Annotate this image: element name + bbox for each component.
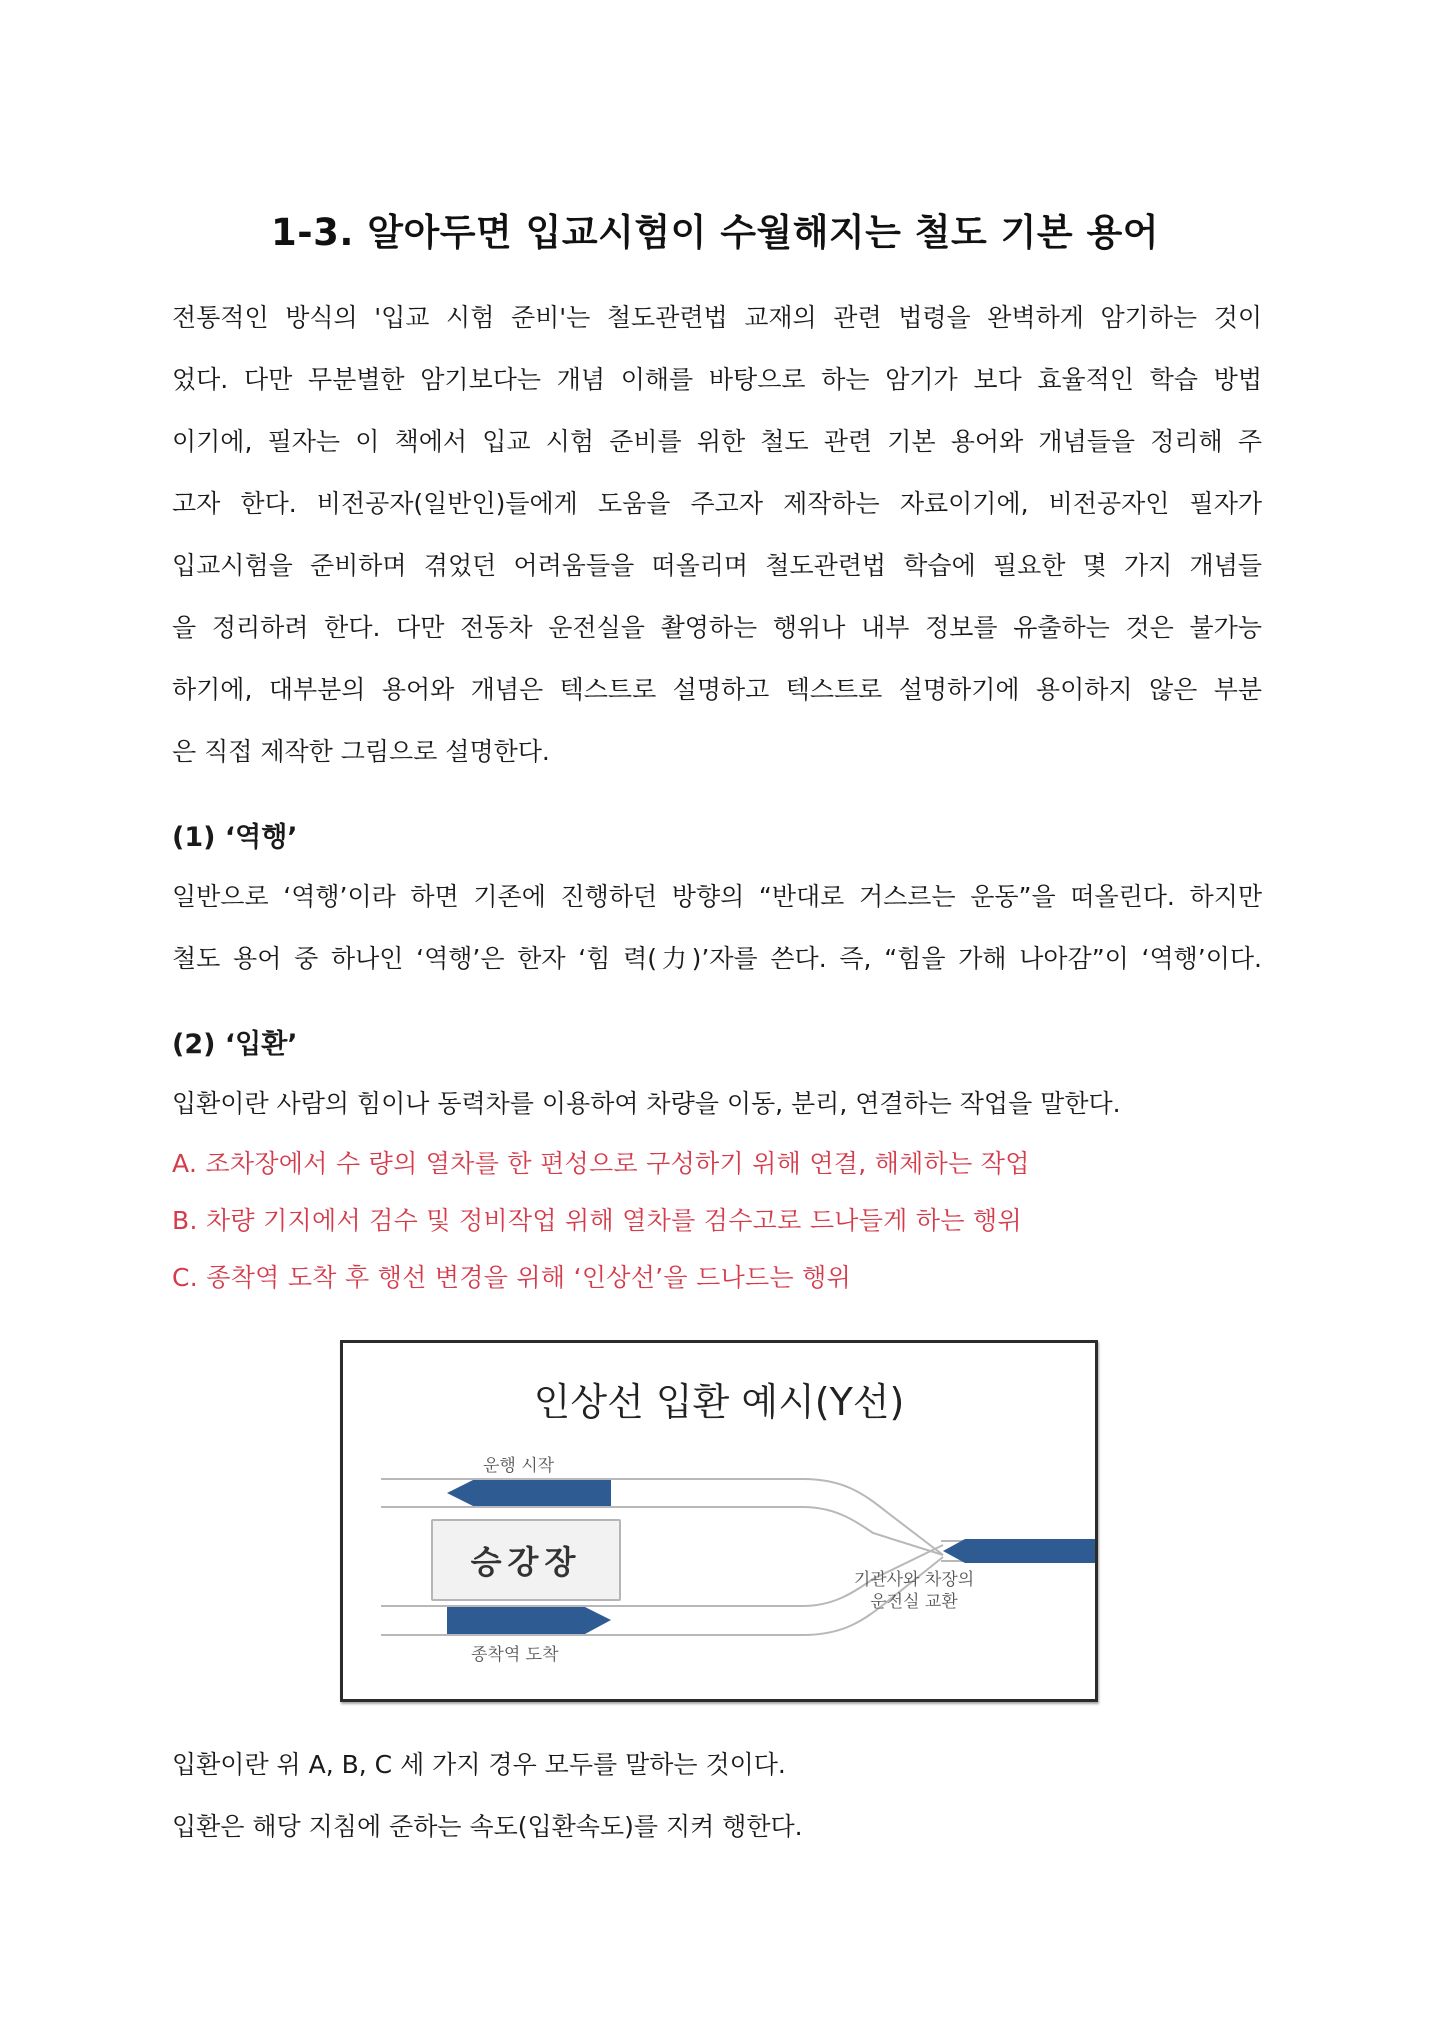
intro-line: 하기에, 대부분의 용어와 개념은 텍스트로 설명하고 텍스트로 설명하기에 용이하지 않은 부분 — [172, 675, 1262, 704]
intro-line: 은 직접 제작한 그림으로 설명한다. — [172, 737, 550, 766]
intro-line: 고자 한다. 비전공자(일반인)들에게 도움을 주고자 제작하는 자료이기에, 비전공자인 필자가 — [172, 489, 1262, 518]
intro-line: 었다. 다만 무분별한 암기보다는 개념 이해를 바탕으로 하는 암기가 보다 효율적인 학습 방법 — [172, 365, 1262, 394]
closing-line: 입환이란 위 A, B, C 세 가지 경우 모두를 말하는 것이다. — [172, 1750, 786, 1779]
cab-change-label-line2: 운전실 교환 — [870, 1592, 958, 1612]
section-heading: (1) ‘역행’ — [172, 822, 298, 853]
intro-line: 입교시험을 준비하며 겪었던 어려움들을 떠올리며 철도관련법 학습에 필요한 몇 가지 개념들 — [172, 551, 1262, 580]
intro-line: 전통적인 방식의 '입교 시험 준비'는 철도관련법 교재의 관련 법령을 완벽하게 암기하는 것이 — [172, 303, 1262, 332]
section-line: 입환이란 사람의 힘이나 동력차를 이용하여 차량을 이동, 분리, 연결하는 작업을 말한다. — [172, 1089, 1121, 1118]
departure-label: 운행 시작 — [483, 1456, 555, 1476]
y-track-diagram — [340, 1340, 1098, 1702]
list-item: A. 조차장에서 수 량의 열차를 한 편성으로 구성하기 위해 연결, 해체하는 작업 — [172, 1149, 1030, 1178]
list-item: C. 종착역 도착 후 행선 변경을 위해 ‘인상선’을 드나드는 행위 — [172, 1263, 852, 1292]
section-line: 철도 용어 중 하나인 ‘역행’은 한자 ‘힘 력(力)’자를 쓴다. 즉, “힘을 가해 나아감”이 ‘역행’이다. — [172, 944, 1262, 973]
intro-line: 을 정리하려 한다. 다만 전동차 운전실을 촬영하는 행위나 내부 정보를 유출하는 것은 불가능 — [172, 613, 1262, 642]
departing-train-icon — [447, 1480, 611, 1506]
cab-change-label-line1: 기관사와 차장의 — [853, 1570, 975, 1590]
siding-train-icon — [943, 1539, 1095, 1563]
figure-title: 인상선 입환 예시(Y선) — [533, 1380, 905, 1424]
platform-box: 승강장 — [431, 1519, 621, 1601]
page-title: 1-3. 알아두면 입교시험이 수월해지는 철도 기본 용어 — [270, 211, 1160, 254]
arrival-label: 종착역 도착 — [471, 1645, 559, 1665]
list-item: B. 차량 기지에서 검수 및 정비작업 위해 열차를 검수고로 드나들게 하는 행위 — [172, 1206, 1022, 1235]
section-line: 일반으로 ‘역행’이라 하면 기존에 진행하던 방향의 “반대로 거스르는 운동”을 떠올린다. 하지만 — [172, 882, 1262, 911]
intro-line: 이기에, 필자는 이 책에서 입교 시험 준비를 위한 철도 관련 기본 용어와 개념들을 정리해 주 — [172, 427, 1262, 456]
arriving-train-icon — [447, 1607, 611, 1634]
closing-line: 입환은 해당 지침에 준하는 속도(입환속도)를 지켜 행한다. — [172, 1812, 803, 1841]
section-heading: (2) ‘입환’ — [172, 1029, 298, 1060]
